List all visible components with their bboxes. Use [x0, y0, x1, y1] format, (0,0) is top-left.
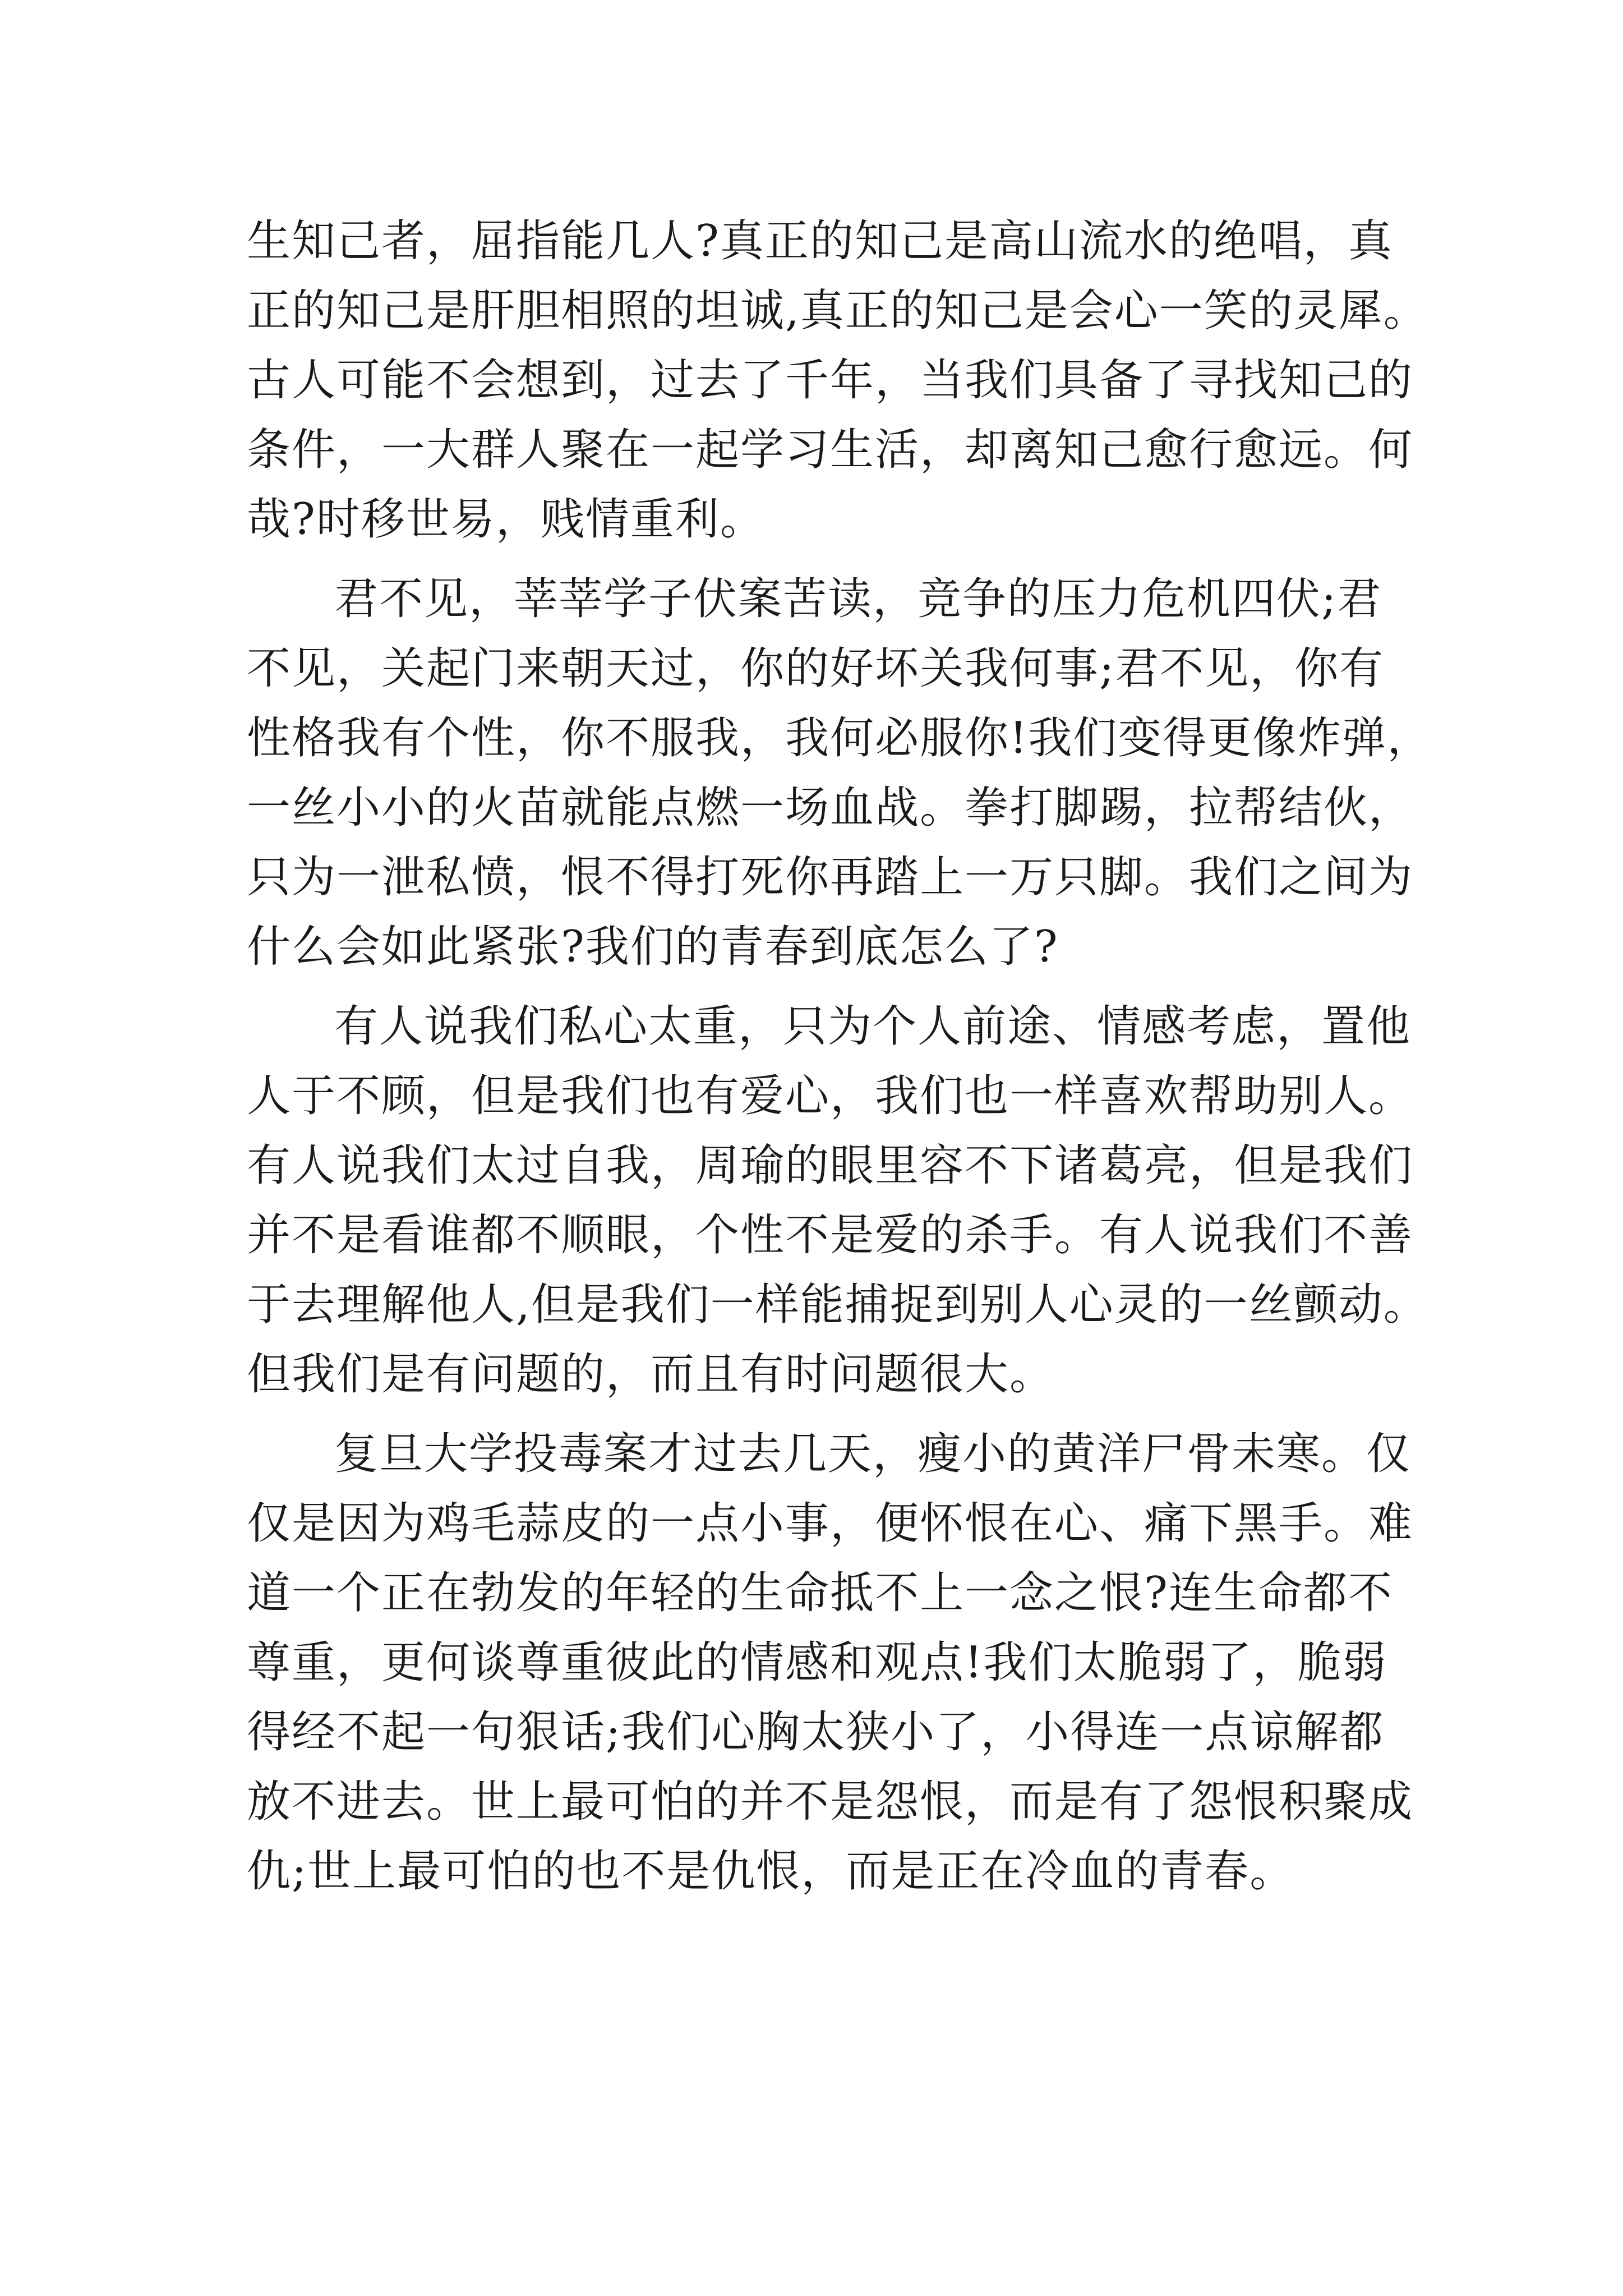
text-line: 但我们是有问题的，而且有时问题很大。: [247, 1349, 1055, 1400]
text-line: 于去理解他人,但是我们一样能捕捉到别人心灵的一丝颤动。: [247, 1280, 1428, 1330]
text-line: 放不进去。世上最可怕的并不是怨恨，而是有了怨恨积聚成: [247, 1777, 1414, 1827]
text-line: 正的知己是肝胆相照的坦诚,真正的知己是会心一笑的灵犀。: [247, 286, 1428, 336]
text-line: 生知己者，屈指能几人?真正的知己是高山流水的绝唱，真: [247, 216, 1393, 266]
text-line: 并不是看谁都不顺眼，个性不是爱的杀手。有人说我们不善: [247, 1210, 1414, 1260]
text-line: 什么会如此紧张?我们的青春到底怎么了?: [247, 922, 1059, 972]
text-line: 条件，一大群人聚在一起学习生活，却离知己愈行愈远。何: [247, 425, 1414, 475]
text-line: 哉?时移世易，贱情重利。: [247, 494, 765, 545]
paragraph-first-line: 复旦大学投毒案才过去几天，瘦小的黄洋尸骨未寒。仅: [334, 1429, 1412, 1479]
paragraph-first-line: 有人说我们私心太重，只为个人前途、情感考虑，置他: [334, 1001, 1412, 1052]
text-line: 人于不顾，但是我们也有爱心，我们也一样喜欢帮助别人。: [247, 1071, 1414, 1121]
text-line: 有人说我们太过自我，周瑜的眼里容不下诸葛亮，但是我们: [247, 1140, 1414, 1191]
text-line: 只为一泄私愤，恨不得打死你再踏上一万只脚。我们之间为: [247, 852, 1414, 903]
text-line: 不见，关起门来朝天过，你的好坏关我何事;君不见，你有: [247, 643, 1385, 694]
text-line: 尊重，更何谈尊重彼此的情感和观点!我们太脆弱了，脆弱: [247, 1637, 1387, 1688]
text-line: 古人可能不会想到，过去了千年，当我们具备了寻找知己的: [247, 355, 1414, 406]
text-line: 仅是因为鸡毛蒜皮的一点小事，便怀恨在心、痛下黑手。难: [247, 1498, 1414, 1549]
essay-body: [247, 206, 1432, 1906]
paragraph-spacer: [247, 1409, 1368, 1419]
paragraph-first-line: 君不见，莘莘学子伏案苦读，竞争的压力危机四伏;君: [334, 574, 1382, 624]
paragraph-spacer: [247, 982, 1368, 992]
text-line: 得经不起一句狠话;我们心胸太狭小了，小得连一点谅解都: [247, 1707, 1385, 1757]
paragraph-spacer: [247, 554, 1368, 564]
text-line: 一丝小小的火苗就能点燃一场血战。拳打脚踢，拉帮结伙，: [247, 783, 1414, 833]
text-line: 仇;世上最可怕的也不是仇恨，而是正在冷血的青春。: [247, 1846, 1295, 1897]
text-line: 道一个正在勃发的年轻的生命抵不上一念之恨?连生命都不: [247, 1568, 1393, 1618]
text-line: 性格我有个性，你不服我，我何必服你!我们变得更像炸弹，: [247, 713, 1432, 763]
